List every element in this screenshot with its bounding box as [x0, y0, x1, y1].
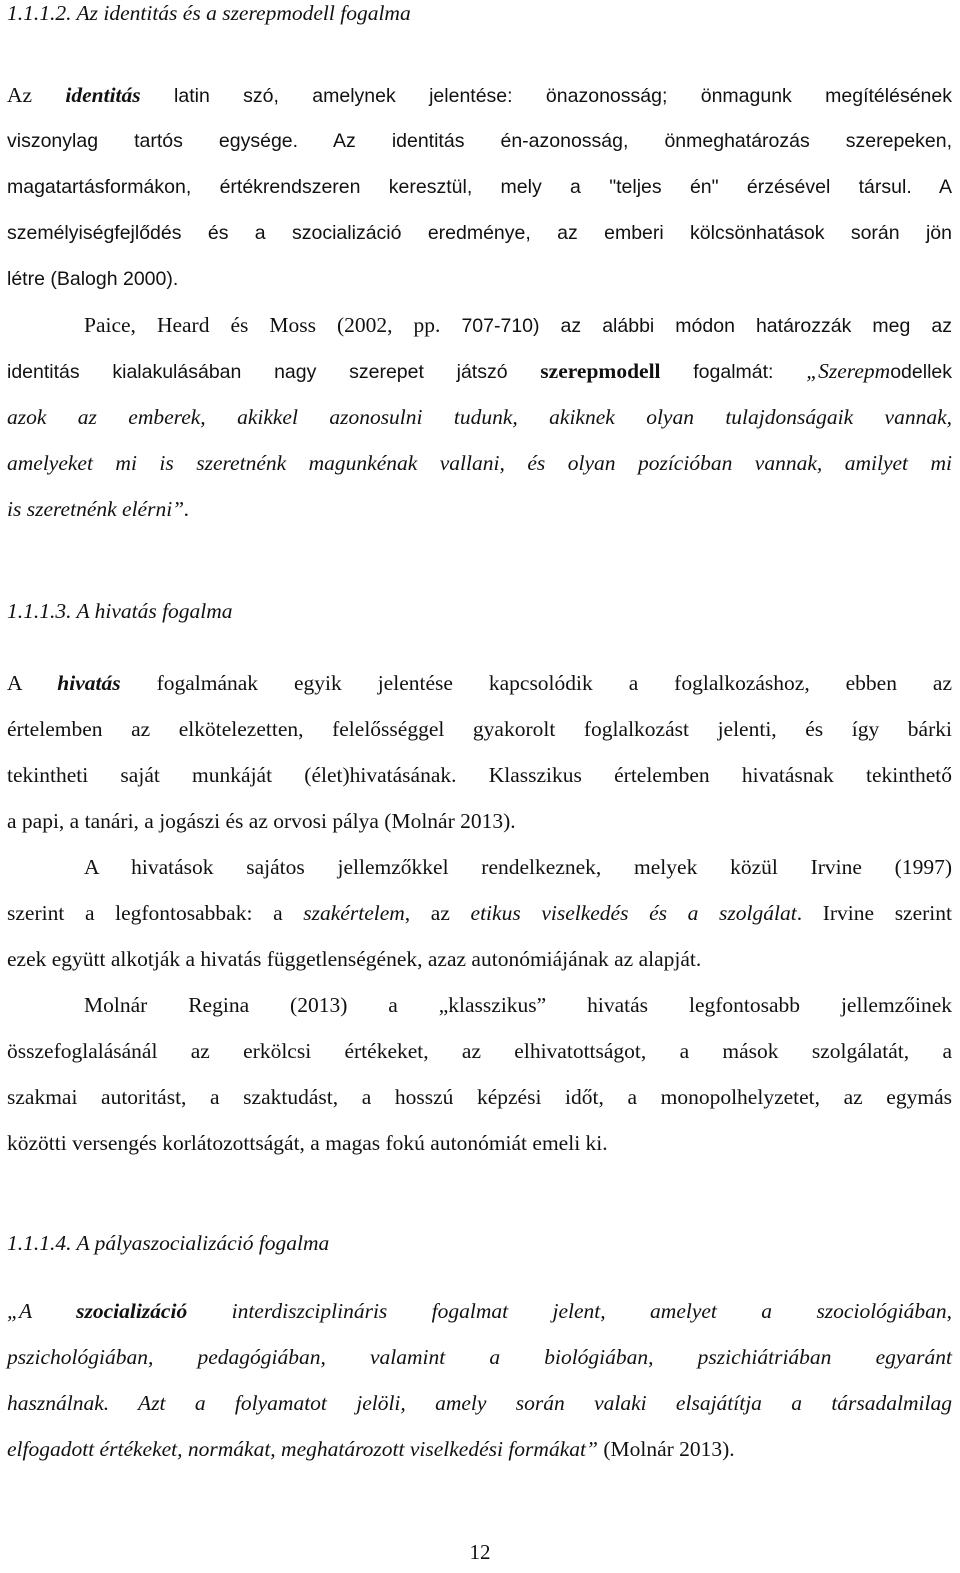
paragraph-line: identitás kialakulásában nagy szerepet játszó szerepmodell fogalmát: „Szerepmodellek	[7, 359, 952, 383]
paragraph-line: „A szocializáció interdiszciplináris fogalmat jelent, amelyet a szociológiában,	[7, 1299, 953, 1323]
paragraph-line: tekintheti saját munkáját (élet)hivatásának. Klasszikus értelemben hivatásnak tekinthető	[7, 763, 952, 787]
paragraph-line: pszichológiában, pedagógiában, valamint a biológiában, pszichiátriában egyaránt	[7, 1345, 952, 1369]
paragraph-line: összefoglalásánál az erkölcsi értékeket, az elhivatottságot, a mások szolgálatát, a	[7, 1039, 952, 1063]
paragraph-line: magatartásformákon, értékrendszeren keresztül, mely a "teljes én" érzésével társul. A	[7, 176, 952, 198]
paragraph-line: Paice, Heard és Moss (2002, pp. 707-710) az alábbi módon határozzák meg az	[84, 313, 952, 337]
paragraph-line: elfogadott értékeket, normákat, meghatározott viselkedési formákat” (Molnár 2013).	[7, 1437, 735, 1461]
paragraph-line: viszonylag tartós egysége. Az identitás én-azonosság, önmeghatározás szerepeken,	[7, 130, 952, 152]
term-identitas: identitás	[65, 83, 141, 107]
paragraph-line: Az identitás latin szó, amelynek jelentése: önazonosság; önmagunk megítélésének	[7, 83, 952, 107]
paragraph-line: a papi, a tanári, a jogászi és az orvosi pálya (Molnár 2013).	[7, 809, 516, 833]
page-number: 12	[469, 1540, 491, 1564]
section-heading-palyaszocializacio: 1.1.1.4. A pályaszocializáció fogalma	[7, 1231, 330, 1255]
term-szocializacio: szocializáció	[76, 1299, 188, 1323]
paragraph-line: A hivatás fogalmának egyik jelentése kapcsolódik a foglalkozáshoz, ebben az	[7, 671, 953, 695]
term-hivatas: hivatás	[57, 671, 121, 695]
section-heading-hivatas: 1.1.1.3. A hivatás fogalma	[7, 599, 233, 623]
paragraph-line: használnak. Azt a folyamatot jelöli, amely során valaki elsajátítja a társadalmilag	[7, 1391, 952, 1415]
paragraph-line: szerint a legfontosabbak: a szakértelem, az etikus viselkedés és a szolgálat. Irvine szerint	[7, 901, 952, 925]
paragraph-line: is szeretnénk elérni”.	[7, 497, 190, 521]
paragraph-line: Molnár Regina (2013) a „klasszikus” hivatás legfontosabb jellemzőinek	[84, 993, 952, 1017]
paragraph-line: azok az emberek, akikkel azonosulni tudunk, akiknek olyan tulajdonságaik vannak,	[7, 405, 952, 429]
paragraph-line: létre (Balogh 2000).	[7, 268, 179, 290]
paragraph-line: személyiségfejlődés és a szocializáció eredménye, az emberi kölcsönhatások során jön	[7, 222, 952, 244]
section-heading-identity: 1.1.1.2. Az identitás és a szerepmodell fogalma	[7, 1, 411, 25]
paragraph-line: A hivatások sajátos jellemzőkkel rendelkeznek, melyek közül Irvine (1997)	[84, 855, 952, 879]
paragraph-line: szakmai autoritást, a szaktudást, a hosszú képzési időt, a monopolhelyzetet, az egymás	[7, 1085, 952, 1109]
paragraph-line: ezek együtt alkotják a hivatás függetlenségének, azaz autonómiájának az alapját.	[7, 947, 702, 971]
term-szerepmodell: szerepmodell	[540, 359, 661, 383]
paragraph-line: amelyeket mi is szeretnénk magunkénak vallani, és olyan pozícióban vannak, amilyet mi	[7, 451, 952, 475]
paragraph-line: értelemben az elkötelezetten, felelősséggel gyakorolt foglalkozást jelenti, és így bárki	[7, 717, 952, 741]
paragraph-line: közötti versengés korlátozottságát, a magas fokú autonómiát emeli ki.	[7, 1131, 608, 1155]
